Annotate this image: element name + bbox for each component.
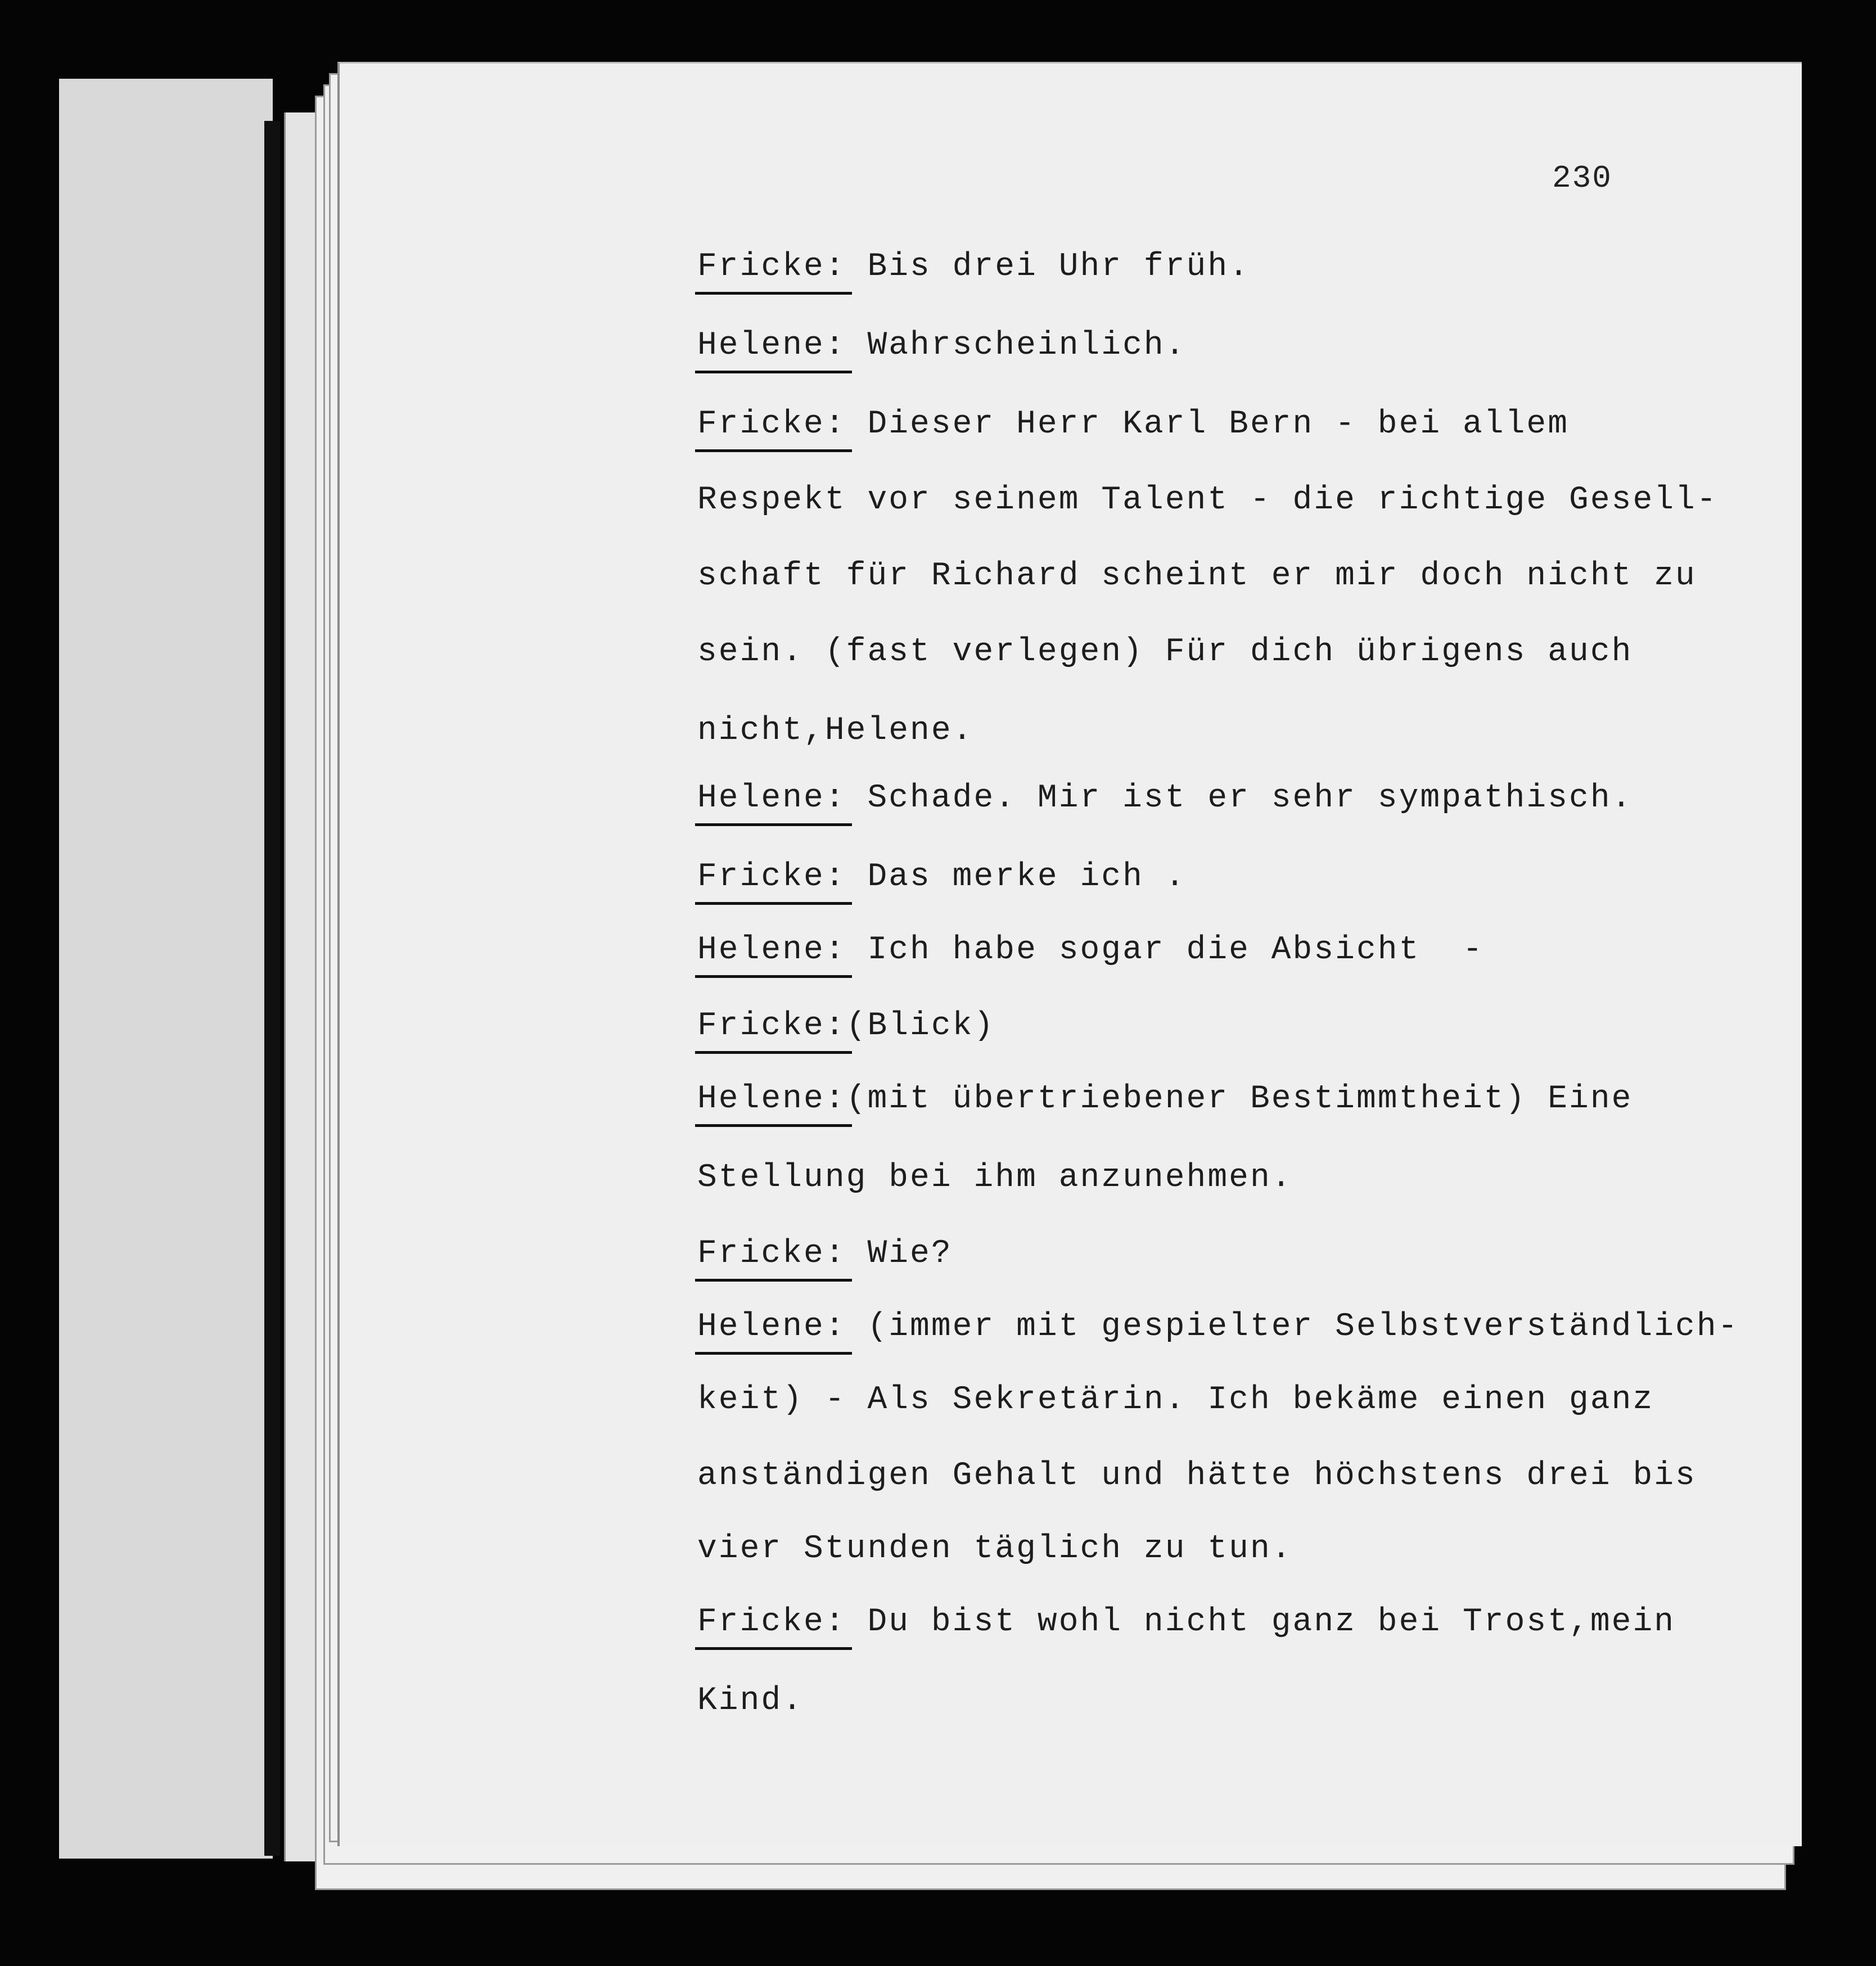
speaker-name: Helene: <box>697 779 846 818</box>
speaker-name: Fricke: <box>697 405 846 444</box>
line-text: (mit übertriebener Bestimmtheit) Eine <box>846 1081 1633 1117</box>
line-text: (Blick) <box>846 1008 995 1044</box>
line-text: Das merke ich . <box>846 859 1187 895</box>
speaker-name: Helene: <box>697 1080 846 1119</box>
speaker-name: Helene: <box>697 1307 846 1347</box>
line-text: sein. (fast verlegen) Für dich übrigens auch <box>697 634 1633 670</box>
line-text: vier Stunden täglich zu tun. <box>697 1531 1293 1567</box>
line-text: Dieser Herr Karl Bern - bei allem <box>846 406 1570 443</box>
dialogue-line <box>697 326 1187 366</box>
speaker-name: Fricke: <box>697 247 846 287</box>
speaker-name: Fricke: <box>697 1603 846 1642</box>
continuation-line <box>697 481 1718 520</box>
page-number: 230 <box>1552 160 1612 196</box>
continuation-line <box>697 1381 1654 1420</box>
continuation-line <box>697 711 973 751</box>
line-text: anständigen Gehalt und hätte höchstens drei bis <box>697 1458 1697 1494</box>
continuation-line <box>697 633 1633 672</box>
continuation-line <box>697 557 1697 596</box>
line-text: Stellung bei ihm anzunehmen. <box>697 1160 1293 1196</box>
dialogue-line <box>697 1603 1675 1642</box>
speaker-name: Helene: <box>697 931 846 970</box>
line-text: Ich habe sogar die Absicht - <box>846 932 1484 968</box>
line-text: keit) - Als Sekretärin. Ich bekäme einen ganz <box>697 1382 1654 1418</box>
line-text: schaft für Richard scheint er mir doch nicht zu <box>697 558 1697 594</box>
dialogue-line <box>697 405 1569 444</box>
dialogue-line <box>697 858 1187 897</box>
line-text: Wahrscheinlich. <box>846 327 1187 364</box>
dialogue-line <box>697 1007 995 1046</box>
line-text: Bis drei Uhr früh. <box>846 249 1250 285</box>
line-text: Wie? <box>846 1235 953 1272</box>
dialogue-line <box>697 247 1250 287</box>
dialogue-line <box>697 1234 953 1274</box>
speaker-name: Fricke: <box>697 1007 846 1046</box>
continuation-line <box>697 1158 1293 1198</box>
dialogue-line <box>697 1307 1739 1347</box>
continuation-line <box>697 1457 1697 1496</box>
line-text: Schade. Mir ist er sehr sympathisch. <box>846 780 1633 817</box>
line-text: (immer mit gespielter Selbstverständlich- <box>846 1309 1739 1345</box>
dialogue-line <box>697 779 1633 818</box>
line-text: Respekt vor seinem Talent - die richtige Gesell- <box>697 482 1718 518</box>
continuation-line <box>697 1681 804 1721</box>
continuation-line <box>697 1530 1293 1569</box>
backing-sheet <box>59 79 273 1859</box>
line-text: Du bist wohl nicht ganz bei Trost,mein <box>846 1604 1676 1640</box>
speaker-name: Fricke: <box>697 858 846 897</box>
speaker-name: Helene: <box>697 326 846 366</box>
speaker-name: Fricke: <box>697 1234 846 1274</box>
dialogue-line <box>697 1080 1633 1119</box>
line-text: Kind. <box>697 1683 804 1719</box>
binding-strip <box>264 121 280 1856</box>
line-text: nicht,Helene. <box>697 713 974 749</box>
dialogue-line <box>697 931 1484 970</box>
